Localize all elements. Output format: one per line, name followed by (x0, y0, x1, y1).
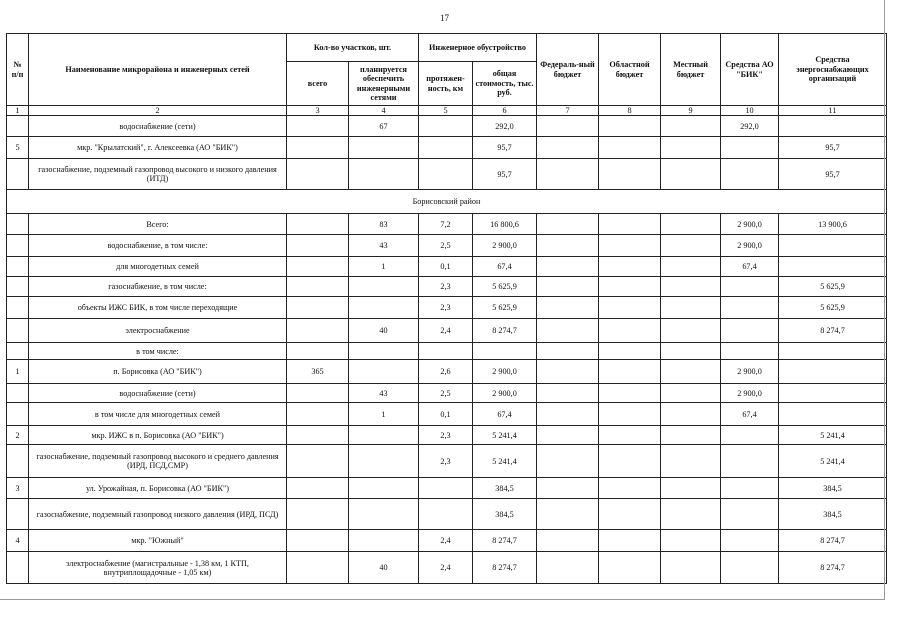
page-edge-right (884, 0, 885, 600)
cell-energy: 5 241,4 (779, 426, 887, 445)
cell-planned (349, 277, 419, 297)
cell-total (287, 159, 349, 190)
cell-name: в том числе: (29, 343, 287, 360)
cell-local (661, 499, 721, 530)
cell-name: ул. Урожайная, п. Борисовка (АО "БИК") (29, 478, 287, 499)
cell-total (287, 403, 349, 426)
cell-cost: 5 241,4 (473, 426, 537, 445)
cell-cost: 95,7 (473, 137, 537, 159)
cell-total (287, 530, 349, 552)
cell-energy (779, 403, 887, 426)
table-row (7, 343, 887, 360)
cell-planned: 40 (349, 319, 419, 343)
cell-regional (599, 499, 661, 530)
cell-name: водоснабжение, в том числе: (29, 235, 287, 257)
cell-regional (599, 159, 661, 190)
cell-idx: 4 (7, 530, 29, 552)
cell-total (287, 499, 349, 530)
cell-cost: 384,5 (473, 478, 537, 499)
cell-regional (599, 360, 661, 384)
cell-idx (7, 257, 29, 277)
table-row (7, 297, 887, 319)
cell-planned: 40 (349, 552, 419, 584)
table-row (7, 235, 887, 257)
cell-name: п. Борисовка (АО "БИК") (29, 360, 287, 384)
cell-cost: 67,4 (473, 257, 537, 277)
cell-cost: 8 274,7 (473, 530, 537, 552)
cell-bik: 67,4 (721, 403, 779, 426)
cell-federal (537, 137, 599, 159)
table-row (7, 552, 887, 584)
cell-regional (599, 426, 661, 445)
cell-idx (7, 445, 29, 478)
cell-federal (537, 445, 599, 478)
section-title: Борисовский район (7, 190, 887, 214)
cell-length: 7,2 (419, 214, 473, 235)
cell-bik (721, 297, 779, 319)
cell-federal (537, 297, 599, 319)
header-name: Наименование микрорайона и инженерных сетей (29, 34, 287, 106)
cell-total (287, 137, 349, 159)
cell-name: электроснабжение (29, 319, 287, 343)
cell-total: 365 (287, 360, 349, 384)
cell-energy: 5 625,9 (779, 277, 887, 297)
header-local: Местный бюджет (661, 34, 721, 106)
header-plots-group: Кол-во участков, шт. (287, 34, 419, 62)
cell-federal (537, 403, 599, 426)
cell-bik: 67,4 (721, 257, 779, 277)
cell-regional (599, 530, 661, 552)
column-number-3: 3 (287, 106, 349, 116)
column-number-8: 8 (599, 106, 661, 116)
header-infra-length: протяжен-ность, км (419, 62, 473, 106)
cell-bik (721, 530, 779, 552)
cell-length: 2,4 (419, 552, 473, 584)
cell-regional (599, 403, 661, 426)
column-number-7: 7 (537, 106, 599, 116)
cell-bik (721, 319, 779, 343)
cell-energy: 5 625,9 (779, 297, 887, 319)
cell-energy (779, 343, 887, 360)
cell-name: водоснабжение (сети) (29, 384, 287, 403)
header-energy: Средства энергоснабжающих организаций (779, 34, 887, 106)
cell-total (287, 552, 349, 584)
cell-energy: 5 241,4 (779, 445, 887, 478)
cell-local (661, 214, 721, 235)
cell-total (287, 116, 349, 137)
cell-planned: 43 (349, 384, 419, 403)
table-row (7, 319, 887, 343)
column-numbers-row (7, 106, 887, 116)
cell-federal (537, 499, 599, 530)
cell-length: 2,3 (419, 297, 473, 319)
cell-regional (599, 257, 661, 277)
rows-before-section (7, 116, 887, 190)
cell-length: 2,3 (419, 445, 473, 478)
cell-idx (7, 116, 29, 137)
cell-idx (7, 384, 29, 403)
cell-name: газоснабжение, подземный газопровод высокого и низкого давления (ИТД) (29, 159, 287, 190)
cell-planned (349, 159, 419, 190)
column-number-11: 11 (779, 106, 887, 116)
cell-planned (349, 343, 419, 360)
cell-local (661, 403, 721, 426)
financing-table (6, 33, 887, 584)
header-bik: Средства АО "БИК" (721, 34, 779, 106)
header-num: № п/п (7, 34, 29, 106)
cell-total (287, 478, 349, 499)
cell-federal (537, 343, 599, 360)
cell-federal (537, 116, 599, 137)
cell-regional (599, 445, 661, 478)
cell-regional (599, 214, 661, 235)
cell-regional (599, 478, 661, 499)
cell-planned (349, 426, 419, 445)
cell-energy (779, 116, 887, 137)
cell-federal (537, 257, 599, 277)
cell-length: 2,3 (419, 277, 473, 297)
cell-local (661, 360, 721, 384)
cell-local (661, 137, 721, 159)
cell-bik (721, 445, 779, 478)
cell-idx (7, 235, 29, 257)
cell-length (419, 137, 473, 159)
cell-idx: 1 (7, 360, 29, 384)
cell-length: 0,1 (419, 403, 473, 426)
column-number-1: 1 (7, 106, 29, 116)
cell-planned (349, 499, 419, 530)
table-row (7, 403, 887, 426)
cell-energy (779, 360, 887, 384)
cell-federal (537, 552, 599, 584)
page-edge-bottom (0, 599, 885, 600)
cell-local (661, 343, 721, 360)
table-row (7, 478, 887, 499)
cell-idx: 3 (7, 478, 29, 499)
cell-bik (721, 478, 779, 499)
cell-idx: 5 (7, 137, 29, 159)
cell-local (661, 426, 721, 445)
cell-name: для многодетных семей (29, 257, 287, 277)
cell-cost: 2 900,0 (473, 360, 537, 384)
cell-cost: 5 625,9 (473, 277, 537, 297)
cell-name: в том числе для многодетных семей (29, 403, 287, 426)
cell-energy: 384,5 (779, 478, 887, 499)
cell-length: 2,5 (419, 235, 473, 257)
cell-planned: 1 (349, 403, 419, 426)
table-row (7, 530, 887, 552)
cell-idx (7, 403, 29, 426)
table-row (7, 360, 887, 384)
cell-length: 2,4 (419, 530, 473, 552)
cell-local (661, 297, 721, 319)
cell-cost: 2 900,0 (473, 235, 537, 257)
cell-bik: 292,0 (721, 116, 779, 137)
cell-name: газоснабжение, подземный газопровод низкого давления (ИРД, ПСД) (29, 499, 287, 530)
cell-local (661, 530, 721, 552)
header-plots-planned: планируется обеспечить инженерными сетями (349, 62, 419, 106)
cell-bik: 2 900,0 (721, 384, 779, 403)
cell-cost: 67,4 (473, 403, 537, 426)
cell-planned: 43 (349, 235, 419, 257)
cell-length (419, 343, 473, 360)
cell-regional (599, 277, 661, 297)
cell-local (661, 478, 721, 499)
cell-total (287, 235, 349, 257)
page-number: 17 (440, 13, 449, 23)
cell-energy: 8 274,7 (779, 552, 887, 584)
cell-length (419, 116, 473, 137)
cell-energy: 384,5 (779, 499, 887, 530)
cell-planned (349, 478, 419, 499)
cell-bik (721, 343, 779, 360)
cell-length (419, 499, 473, 530)
cell-federal (537, 384, 599, 403)
cell-federal (537, 360, 599, 384)
cell-bik (721, 552, 779, 584)
cell-federal (537, 235, 599, 257)
cell-regional (599, 319, 661, 343)
cell-energy (779, 235, 887, 257)
cell-length: 2,4 (419, 319, 473, 343)
cell-planned (349, 360, 419, 384)
cell-cost: 5 625,9 (473, 297, 537, 319)
cell-total (287, 343, 349, 360)
cell-length (419, 478, 473, 499)
cell-idx (7, 343, 29, 360)
column-number-2: 2 (29, 106, 287, 116)
cell-name: водоснабжение (сети) (29, 116, 287, 137)
cell-federal (537, 478, 599, 499)
cell-bik (721, 499, 779, 530)
cell-name: Всего: (29, 214, 287, 235)
cell-planned (349, 530, 419, 552)
cell-total (287, 214, 349, 235)
table-row (7, 159, 887, 190)
cell-name: электроснабжение (магистральные - 1,38 км, 1 КТП, внутриплощадочные - 1,05 км) (29, 552, 287, 584)
cell-local (661, 552, 721, 584)
cell-energy: 8 274,7 (779, 530, 887, 552)
cell-idx (7, 499, 29, 530)
cell-name: мкр. "Южный" (29, 530, 287, 552)
table-row (7, 214, 887, 235)
cell-name: объекты ИЖС БИК, в том числе переходящие (29, 297, 287, 319)
cell-federal (537, 319, 599, 343)
cell-idx: 2 (7, 426, 29, 445)
cell-energy: 8 274,7 (779, 319, 887, 343)
cell-total (287, 426, 349, 445)
table-row (7, 116, 887, 137)
cell-idx (7, 552, 29, 584)
rows-after-section (7, 214, 887, 584)
header-plots-total: всего (287, 62, 349, 106)
header-infra-cost: общая стоимость, тыс. руб. (473, 62, 537, 106)
cell-cost: 292,0 (473, 116, 537, 137)
cell-energy (779, 384, 887, 403)
cell-bik: 2 900,0 (721, 360, 779, 384)
cell-energy: 95,7 (779, 159, 887, 190)
cell-cost (473, 343, 537, 360)
header-federal: Федераль-ный бюджет (537, 34, 599, 106)
cell-regional (599, 552, 661, 584)
cell-regional (599, 137, 661, 159)
cell-total (287, 257, 349, 277)
cell-name: мкр. "Крылатский", г. Алексеевка (АО "БИК") (29, 137, 287, 159)
cell-bik (721, 137, 779, 159)
cell-name: мкр. ИЖС в п. Борисовка (АО "БИК") (29, 426, 287, 445)
cell-cost: 5 241,4 (473, 445, 537, 478)
column-number-5: 5 (419, 106, 473, 116)
cell-local (661, 445, 721, 478)
cell-cost: 8 274,7 (473, 319, 537, 343)
cell-planned (349, 137, 419, 159)
cell-federal (537, 214, 599, 235)
cell-total (287, 319, 349, 343)
cell-bik: 2 900,0 (721, 214, 779, 235)
cell-cost: 2 900,0 (473, 384, 537, 403)
cell-idx (7, 214, 29, 235)
table-row (7, 257, 887, 277)
cell-total (287, 445, 349, 478)
cell-federal (537, 277, 599, 297)
cell-bik (721, 426, 779, 445)
column-number-4: 4 (349, 106, 419, 116)
cell-length: 2,3 (419, 426, 473, 445)
cell-federal (537, 159, 599, 190)
cell-planned: 67 (349, 116, 419, 137)
table-row (7, 426, 887, 445)
cell-regional (599, 384, 661, 403)
table-row (7, 384, 887, 403)
header-infra-group: Инженерное обустройство (419, 34, 537, 62)
cell-cost: 384,5 (473, 499, 537, 530)
section-row (7, 190, 887, 214)
cell-regional (599, 116, 661, 137)
cell-planned: 83 (349, 214, 419, 235)
header-regional: Областной бюджет (599, 34, 661, 106)
cell-name: газоснабжение, в том числе: (29, 277, 287, 297)
cell-energy (779, 257, 887, 277)
table-row (7, 277, 887, 297)
cell-bik (721, 159, 779, 190)
table-row (7, 137, 887, 159)
cell-local (661, 116, 721, 137)
cell-idx (7, 277, 29, 297)
cell-length: 2,5 (419, 384, 473, 403)
cell-local (661, 159, 721, 190)
column-number-10: 10 (721, 106, 779, 116)
cell-total (287, 384, 349, 403)
cell-regional (599, 343, 661, 360)
cell-total (287, 277, 349, 297)
cell-local (661, 235, 721, 257)
cell-cost: 8 274,7 (473, 552, 537, 584)
cell-local (661, 277, 721, 297)
cell-idx (7, 319, 29, 343)
cell-bik: 2 900,0 (721, 235, 779, 257)
cell-idx (7, 159, 29, 190)
cell-federal (537, 530, 599, 552)
cell-planned (349, 297, 419, 319)
cell-length: 0,1 (419, 257, 473, 277)
table-row (7, 445, 887, 478)
table-row (7, 499, 887, 530)
cell-regional (599, 297, 661, 319)
cell-cost: 16 800,6 (473, 214, 537, 235)
cell-total (287, 297, 349, 319)
cell-bik (721, 277, 779, 297)
cell-energy: 95,7 (779, 137, 887, 159)
column-number-9: 9 (661, 106, 721, 116)
cell-local (661, 384, 721, 403)
cell-length: 2,6 (419, 360, 473, 384)
cell-length (419, 159, 473, 190)
cell-planned (349, 445, 419, 478)
cell-cost: 95,7 (473, 159, 537, 190)
cell-planned: 1 (349, 257, 419, 277)
column-number-6: 6 (473, 106, 537, 116)
cell-local (661, 319, 721, 343)
cell-local (661, 257, 721, 277)
cell-name: газоснабжение, подземный газопровод высокого и среднего давления (ИРД, ПСД,СМР) (29, 445, 287, 478)
cell-regional (599, 235, 661, 257)
cell-energy: 13 900,6 (779, 214, 887, 235)
cell-federal (537, 426, 599, 445)
cell-idx (7, 297, 29, 319)
